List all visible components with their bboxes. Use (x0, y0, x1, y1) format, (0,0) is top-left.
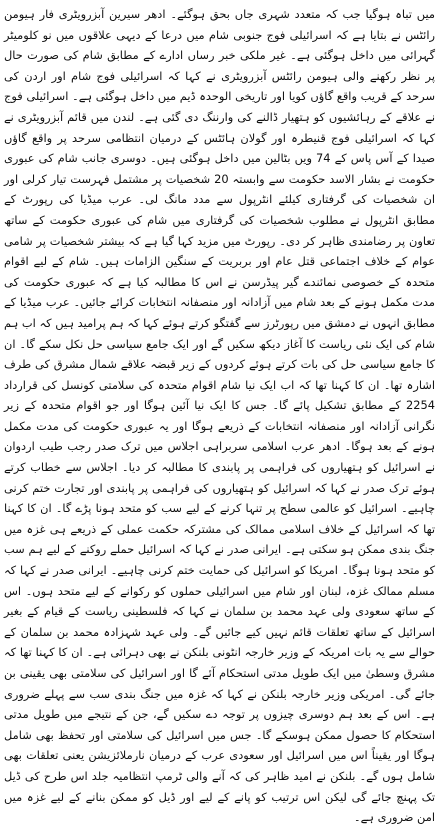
article-paragraph: میں تباہ ہوگیا جب کہ متعدد شہری جاں بحق ہوگئے۔ ادھر سیرین آبزرویٹری فار ہیومن رائٹس نے بتایا ہے کہ اسرائیلی فوج جنوبی شام میں درعا کے دیہی علاقوں میں نو کلومیٹر گہرائی میں داخل ہوگئی ہے۔ غیر ملکی خبر رساں ادارے کے مطابق شام کی صورت حال پر نظر رکھنے والی ہیومن رائٹس آبزرویٹری نے کہا کہ اسرائیلی فوج شام اور اردن کی سرحد کے قریب واقع گاؤں کویا اور تاریخی الوحدہ ڈیم میں داخل ہوگئی ہے۔ اسرائیلی فوج نے علاقے کے رہائشیوں کو ہتھیار ڈالنے کی وارننگ دی گئی ہے۔ لندن میں قائم آبزرویٹری نے کہا کہ اسرائیلی فوج قنیطرہ اور گولان ہائٹس کے درمیان انتظامی سرحد پر واقع گاؤں صیدا کے آس پاس کے 74 ویں بٹالین میں داخل ہوگئی ہیں۔ دوسری جانب شام کی عبوری حکومت نے بشار الاسد حکومت سے وابستہ 20 شخصیات پر مشتمل فہرست تیار کرلی اور ان شخصیات کی گرفتاری کیلئے انٹرپول سے مدد مانگ لی۔ عرب میڈیا کی رپورٹ کے مطابق انٹرپول نے مطلوب شخصیات کی گرفتاری میں شام کی عبوری حکومت کے ساتھ تعاون پر رضامندی ظاہر کر دی۔ رپورٹ میں مزید کہا گیا ہے کہ بیشتر شخصیات پر شامی عوام کے خلاف اجتماعی قتل عام اور بربریت کے سنگین الزامات ہیں۔ شام کے لیے اقوام متحدہ کے خصوصی نمائندے گیر پیڈرسن نے اس کا مطالبہ کیا ہے کہ عبوری حکومت کی مدت مکمل ہونے کے بعد شام میں آزادانہ اور منصفانہ انتخابات کرائے جائیں۔ عرب میڈیا کے مطابق انہوں نے دمشق میں رپورٹرز سے گفتگو کرتے ہوئے کہا کہ ہم پرامید ہیں کہ اب ہم شام کی ایک نئی ریاست کا آغاز دیکھ سکیں گے اور ایک جامع سیاسی حل نکل سکے گا۔ ان کا جامع سیاسی حل کی بات کرتے ہوئے کردوں کے زیر قبضہ علاقے شمال مشرق کی طرف اشارہ تھا۔ ان کا کہنا تھا کہ اب ایک نیا شام اقوام متحدہ کی سلامتی کونسل کی قرارداد 2254 کے مطابق تشکیل پائے گا۔ جس کا ایک نیا آئین ہوگا اور جو اقوام متحدہ کے زیر نگرانی آزادانہ اور منصفانہ انتخابات کے ذریعے ہوگا اور یہ عبوری حکومت کی مدت مکمل ہونے کے بعد ہوگا۔ ادھر عرب اسلامی سربراہی اجلاس میں ترک صدر رجب طیب اردوان نے اسرائیل کو ہتھیاروں کی فراہمی پر پابندی کا مطالبہ کر دیا۔ اجلاس سے خطاب کرتے ہوئے ترک صدر نے کہا کہ اسرائیل کو ہتھیاروں کی فراہمی پر پابندی اور تجارت ختم کرنی چاہیے۔ اسرائیل کو عالمی سطح پر تنہا کرنے کے لیے سب کو متحد ہونا پڑے گا۔ ان کا کہنا تھا کہ اسرائیل کے خلاف اسلامی ممالک کی مشترکہ حکمت عملی کے ذریعے ہی غزہ میں جنگ بندی ممکن ہو سکتی ہے۔ ایرانی صدر نے کہا کہ اسرائیل حملے روکنے کے لیے ہم سب کو متحد ہونا ہوگا۔ امریکا کو اسرائیل کی حمایت ختم کرنی چاہیے۔ ایرانی صدر نے کہا کہ مسلم ممالک غزہ، لبنان اور شام میں اسرائیلی حملوں کو رکوانے کے لیے متحد ہوں۔ اس کے ساتھ سعودی ولی عہد محمد بن سلمان نے کہا کہ فلسطینی ریاست کے قیام کے بغیر اسرائیل کے ساتھ تعلقات قائم نہیں کیے جائیں گے۔ ولی عہد شہزادہ محمد بن سلمان کے حوالے سے یہ بات امریکہ کے وزیر خارجہ انٹونی بلنکن نے بھی دہرائی ہے۔ ان کا کہنا تھا کہ مشرق وسطیٰ میں ایک طویل مدتی استحکام آئے گا اور اسرائیل کی سلامتی بھی یقینی بن جائے گی۔ امریکی وزیر خارجہ بلنکن نے کہا کہ غزہ میں جنگ بندی سب سے پہلے ضروری ہے۔ اس کے بعد ہم دوسری چیزوں پر توجہ دے سکیں گے، جن کے نتیجے میں طویل مدتی استحکام کا حصول ممکن ہوسکے گا۔ جس میں اسرائیل کی سلامتی اور تحفظ بھی شامل ہوگا اور یقیناً اس میں اسرائیل اور سعودی عرب کے درمیان نارملائزیشن یعنی تعلقات بھی شامل ہوں گے۔ بلنکن نے امید ظاہر کی کہ آنے والی ٹرمپ انتظامیہ جلد اس طرح کی ڈیل تک پہنچ جائے گی لیکن اس ترتیب کو پانے کے لیے اور ڈیل کو ممکن بنانے کے لیے غزہ میں امن ضروری ہے۔ (4, 7, 435, 825)
article-body (4, 4, 435, 828)
